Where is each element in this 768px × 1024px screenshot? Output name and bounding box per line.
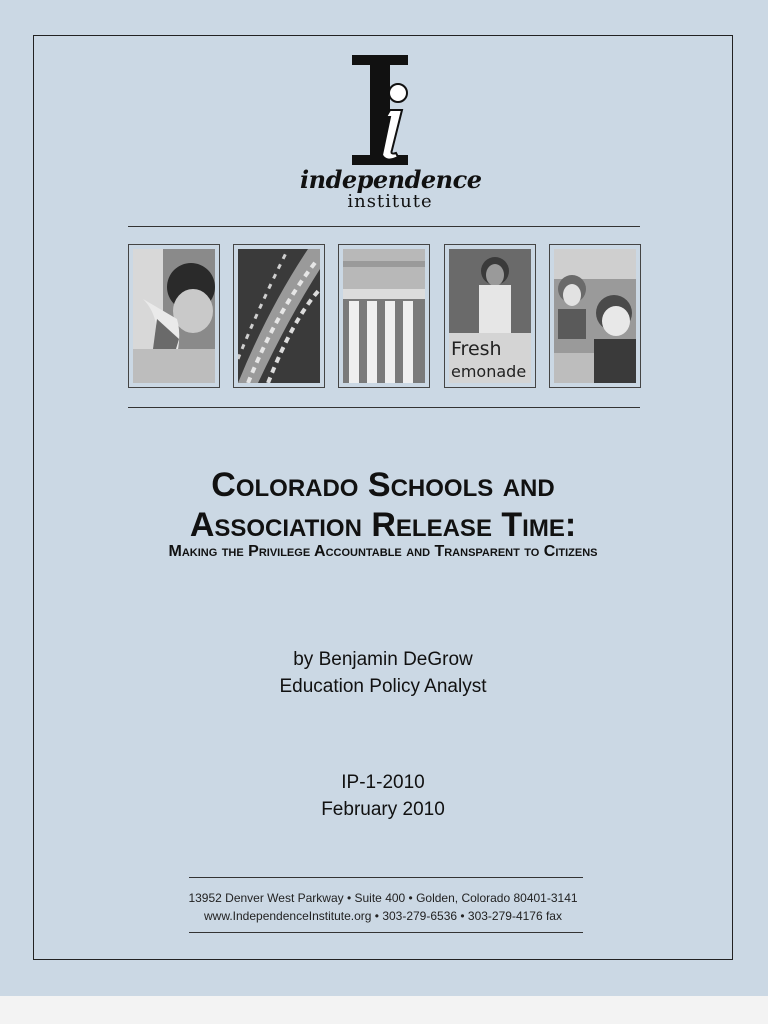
- lemonade-sign-line2: emonade: [451, 362, 527, 381]
- footer-address: 13952 Denver West Parkway • Suite 400 • Golden, Colorado 80401-3141: [188, 891, 578, 905]
- report-title-line1: Colorado Schools and: [211, 466, 555, 504]
- logo-wordmark: independence: [300, 165, 482, 194]
- footer-contact: www.IndependenceInstitute.org • 303-279-6536 • 303-279-4176 fax: [204, 909, 562, 923]
- photo-lemonade-stand: [444, 244, 536, 388]
- author-role: Education Policy Analyst: [279, 676, 487, 697]
- photo-highway-traffic: [233, 244, 325, 388]
- top-divider: [128, 226, 640, 227]
- report-id: IP-1-2010: [341, 772, 425, 793]
- independence-institute-logo: [300, 55, 480, 215]
- bottom-photo-divider: [128, 407, 640, 408]
- lemonade-sign-line1: Fresh: [451, 338, 502, 360]
- photo-strip: [128, 244, 640, 388]
- photo-child-praying: [128, 244, 220, 388]
- author-byline: by Benjamin DeGrow: [293, 649, 473, 670]
- report-title-line2: Association Release Time:: [189, 506, 577, 544]
- logo-mark-icon: [340, 55, 440, 167]
- footer-top-rule: [189, 877, 583, 878]
- photo-schoolchildren: [549, 244, 641, 388]
- footer-bottom-rule: [189, 932, 583, 933]
- report-date: February 2010: [321, 799, 445, 820]
- logo-subtext: institute: [347, 191, 433, 212]
- report-subtitle: Making the Privilege Accountable and Transparent to Citizens: [168, 543, 598, 560]
- photo-courthouse-columns: [338, 244, 430, 388]
